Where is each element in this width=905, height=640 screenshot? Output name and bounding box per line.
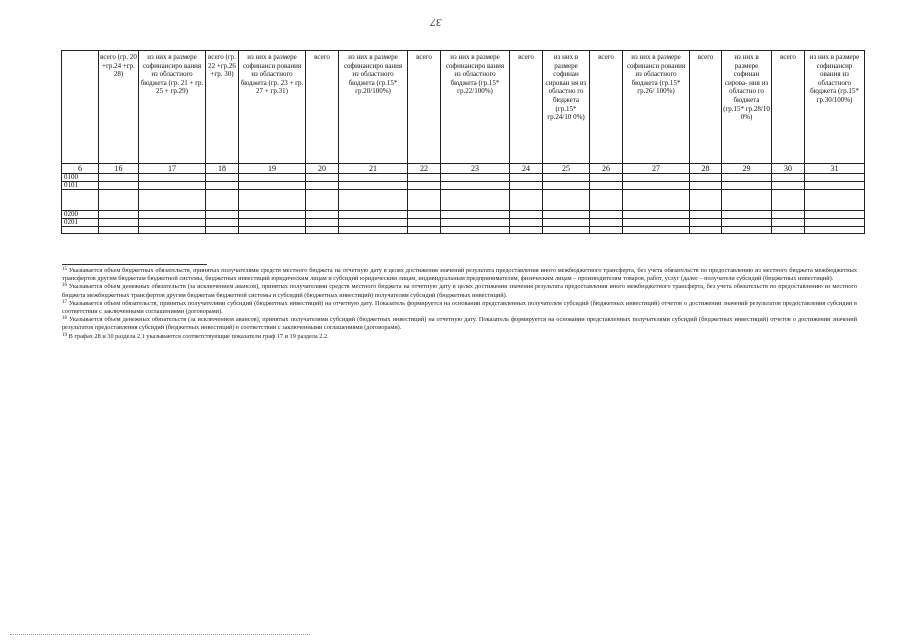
- table-cell: [590, 227, 623, 234]
- table-cell: [206, 227, 239, 234]
- table-cell: [510, 174, 543, 182]
- table-cell: [690, 190, 722, 211]
- table-cell: [805, 174, 865, 182]
- table-cell: [623, 182, 690, 190]
- column-header: всего (гр. 20 +гр.24 +гр. 28): [99, 51, 139, 164]
- column-number: 18: [206, 164, 239, 174]
- table-cell: [772, 227, 805, 234]
- table-cell: [408, 219, 441, 227]
- table-cell: [623, 211, 690, 219]
- table-cell: [239, 219, 306, 227]
- table-cell: [239, 227, 306, 234]
- footnote-number: 16: [62, 283, 67, 289]
- table-cell: [722, 219, 772, 227]
- column-number: 22: [408, 164, 441, 174]
- table-cell: [805, 190, 865, 211]
- table-cell: [206, 211, 239, 219]
- column-number: 25: [543, 164, 590, 174]
- table-cell: [690, 174, 722, 182]
- footnote-text: Указывается объем денежных обязательств (за исключением авансов), принятых получателями субсидий (бюджетных инвестиций) на отчетную дату. Показатель формируется на основании представленных получателями субсидий (бюджетных инвестиций) отчетов о достижении значений результатов предоставления субсидий (бюджетных инвестиций) в соответствии с заключенными соглашениями (договорами).: [62, 316, 857, 332]
- column-header: всего: [690, 51, 722, 164]
- footnote-number: 17: [62, 299, 67, 305]
- table-cell: [206, 174, 239, 182]
- table-cell: [99, 190, 139, 211]
- table-cell: [339, 190, 408, 211]
- footnote: [62, 316, 857, 332]
- column-number: 28: [690, 164, 722, 174]
- table-row: [62, 174, 865, 182]
- table-cell: [239, 174, 306, 182]
- table-cell: [306, 227, 339, 234]
- column-number: 16: [99, 164, 139, 174]
- column-header: всего: [590, 51, 623, 164]
- table-cell: [139, 227, 206, 234]
- table-cell: [139, 182, 206, 190]
- table-cell: [99, 219, 139, 227]
- table-cell: [239, 182, 306, 190]
- column-header: [62, 51, 99, 164]
- table-cell: [722, 182, 772, 190]
- table-cell: [99, 182, 139, 190]
- table-cell: [441, 182, 510, 190]
- table-cell: [339, 174, 408, 182]
- footnote-text: Указывается объем денежных обязательств (за исключением авансов), принятых получателями средств местного бюджета на отчетную дату в целях достижения значения результата предоставления иного межбюджетного трансферта, без учета обязательств по предоставлению из местного бюджета межбюджетных трансфертов другим бюджетам бюджетной системы и субсидий (бюджетных инвестиций) получателям субсидий (бюджетных инвестиций).: [62, 283, 857, 299]
- table-cell: [306, 182, 339, 190]
- column-number: 19: [239, 164, 306, 174]
- table-cell: [408, 182, 441, 190]
- table-cell: [772, 182, 805, 190]
- table-cell: [543, 219, 590, 227]
- table-cell: [690, 219, 722, 227]
- table-cell: [339, 182, 408, 190]
- table-cell: [722, 211, 772, 219]
- table-cell: [206, 182, 239, 190]
- table-cell: [339, 227, 408, 234]
- table-cell: [623, 219, 690, 227]
- table-cell: [408, 211, 441, 219]
- table-cell: [805, 182, 865, 190]
- table-cell: [339, 211, 408, 219]
- footnote-text: Указывается объем бюджетных обязательств, принятых получателями средств местного бюджета на отчетную дату в целях достижения значений результата предоставления иного межбюджетного трансферта, без учета обязательств по предоставлению из местного бюджета межбюджетных трансфертов другим бюджетам бюджетной системы, бюджетных инвестиций юридическим лицам и субсидий юридическим лицам, индивидуальным предпринимателям, физическим лицам – производителям товаров, работ, услуг (далее – получатели субсидий (бюджетных инвестиций).: [62, 267, 857, 283]
- report-table: [61, 50, 865, 234]
- footnote: [62, 267, 857, 283]
- table-cell: [510, 182, 543, 190]
- footnote-text: Указывается объем обязательств, принятых получателями субсидий (бюджетных инвестиций) на отчетную дату. Показатель формируется на основании представленных получателем субсидий (бюджетных инвестиций) отчетов о достижении значений результатов предоставления субсидии в соответствии с заключенными соглашениями (договорами).: [62, 299, 858, 316]
- table-cell: [590, 219, 623, 227]
- column-header: из них в размере софинан сирова- ния из областно го бюджета (гр.15* гр.28/10 0%): [722, 51, 772, 164]
- row-code: 0101: [62, 182, 99, 190]
- table-cell: [441, 190, 510, 211]
- footnote-number: 18: [62, 316, 67, 322]
- table-cell: [441, 219, 510, 227]
- footnotes: [62, 267, 857, 341]
- column-number: 30: [772, 164, 805, 174]
- footnote: [62, 283, 857, 299]
- table-cell: [805, 227, 865, 234]
- table-cell: [722, 227, 772, 234]
- page-number: 37: [430, 16, 442, 28]
- table-cell: [62, 227, 99, 234]
- table-cell: [772, 190, 805, 211]
- table-cell: [99, 211, 139, 219]
- column-header: всего: [772, 51, 805, 164]
- table-cell: [139, 211, 206, 219]
- table-cell: [339, 219, 408, 227]
- row-code: 0200: [62, 211, 99, 219]
- table-row: [62, 219, 865, 227]
- column-number: 29: [722, 164, 772, 174]
- table-cell: [139, 219, 206, 227]
- table-cell: [510, 219, 543, 227]
- table-cell: [543, 190, 590, 211]
- table-cell: [139, 190, 206, 211]
- column-number: 17: [139, 164, 206, 174]
- table-cell: [62, 190, 99, 211]
- table-cell: [206, 219, 239, 227]
- table-cell: [441, 227, 510, 234]
- table-cell: [543, 182, 590, 190]
- table-cell: [510, 227, 543, 234]
- table-cell: [722, 174, 772, 182]
- table-cell: [805, 219, 865, 227]
- column-number: 20: [306, 164, 339, 174]
- column-number: 24: [510, 164, 543, 174]
- bottom-edge-line: [10, 634, 310, 635]
- footnote-separator: [62, 264, 207, 265]
- footnote: [62, 333, 857, 341]
- column-number: 6: [62, 164, 99, 174]
- row-code: 0100: [62, 174, 99, 182]
- table-row: [62, 211, 865, 219]
- table-cell: [306, 190, 339, 211]
- table-cell: [772, 174, 805, 182]
- table-cell: [690, 227, 722, 234]
- table-cell: [206, 190, 239, 211]
- table-cell: [99, 174, 139, 182]
- spacer-row: [62, 190, 865, 211]
- column-header: из них в размере софинансиро вания из областного бюджета (гр.15* гр.22/100%): [441, 51, 510, 164]
- table-cell: [510, 211, 543, 219]
- table-cell: [543, 211, 590, 219]
- column-header: из них в размере софинан сирован ия из областно го бюджета (гр.15* гр.24/10 0%): [543, 51, 590, 164]
- table-cell: [543, 174, 590, 182]
- table-cell: [306, 174, 339, 182]
- footnote: [62, 300, 857, 316]
- footnote-number: 15: [62, 267, 67, 272]
- column-header: всего: [306, 51, 339, 164]
- table-cell: [306, 211, 339, 219]
- column-header: из них в размере софинансиро вания из областного бюджета (гр. 21 + гр. 25 + гр.29): [139, 51, 206, 164]
- column-number: 31: [805, 164, 865, 174]
- footnote-number: 19: [62, 332, 67, 338]
- table-cell: [99, 227, 139, 234]
- table-cell: [722, 190, 772, 211]
- table-cell: [690, 182, 722, 190]
- table-cell: [772, 219, 805, 227]
- column-number: 27: [623, 164, 690, 174]
- column-header: всего (гр. 22 +гр.26 +гр. 30): [206, 51, 239, 164]
- table-cell: [772, 211, 805, 219]
- footnote-text: В графах 28 и 30 раздела 2.1 указываются соответствующие показатели граф 17 и 19 раздела 2.2.: [68, 332, 329, 340]
- column-number-row: [62, 164, 865, 174]
- table-cell: [590, 182, 623, 190]
- column-header: всего: [408, 51, 441, 164]
- column-number: 26: [590, 164, 623, 174]
- table-cell: [510, 190, 543, 211]
- table-cell: [239, 190, 306, 211]
- table-cell: [590, 190, 623, 211]
- table-cell: [623, 190, 690, 211]
- column-header: всего: [510, 51, 543, 164]
- column-number: 23: [441, 164, 510, 174]
- column-header: из них в размере софинансиро вания из областного бюджета (гр.15* гр.20/100%): [339, 51, 408, 164]
- table-cell: [139, 174, 206, 182]
- column-header: из них в размере софинанси рования из областного бюджета (гр.15* гр.26/ 100%): [623, 51, 690, 164]
- table-cell: [306, 219, 339, 227]
- header-row: [62, 51, 865, 164]
- table-cell: [590, 211, 623, 219]
- table-cell: [543, 227, 590, 234]
- column-header: из них в размере софинансир ования из областного бюджета (гр.15* гр.30/100%): [805, 51, 865, 164]
- table-cell: [623, 227, 690, 234]
- table-cell: [590, 174, 623, 182]
- table-cell: [441, 211, 510, 219]
- spacer-row: [62, 227, 865, 234]
- table-cell: [441, 174, 510, 182]
- table-cell: [623, 174, 690, 182]
- table-cell: [805, 211, 865, 219]
- table-cell: [408, 174, 441, 182]
- row-code: 0201: [62, 219, 99, 227]
- table-row: [62, 182, 865, 190]
- table-cell: [408, 190, 441, 211]
- column-header: из них в размере софинанси рования из областного бюджета (гр. 23 + гр. 27 + гр.31): [239, 51, 306, 164]
- table-cell: [239, 211, 306, 219]
- table-cell: [408, 227, 441, 234]
- column-number: 21: [339, 164, 408, 174]
- table-cell: [690, 211, 722, 219]
